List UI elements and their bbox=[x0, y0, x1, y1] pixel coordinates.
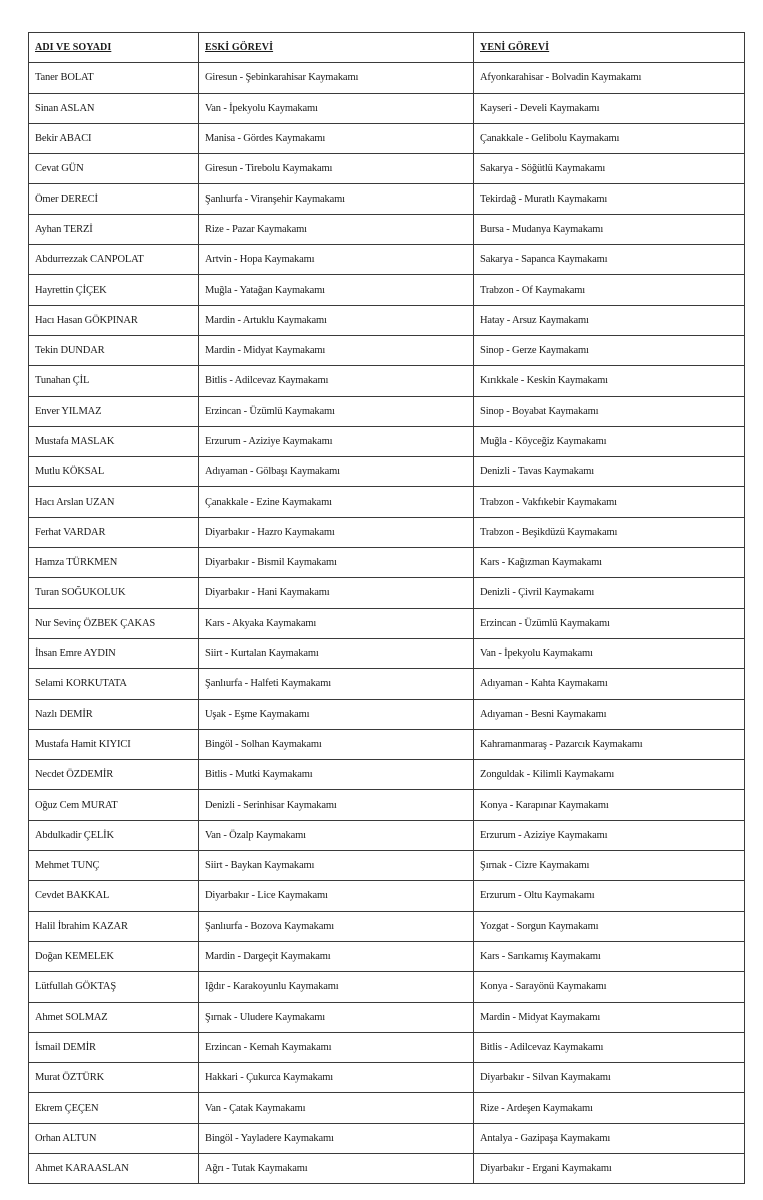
cell-new-position: Hatay - Arsuz Kaymakamı bbox=[474, 305, 745, 335]
cell-name: Oğuz Cem MURAT bbox=[29, 790, 199, 820]
cell-new-position: Zonguldak - Kilimli Kaymakamı bbox=[474, 760, 745, 790]
table-row bbox=[29, 760, 745, 790]
cell-new-position: Çanakkale - Gelibolu Kaymakamı bbox=[474, 123, 745, 153]
cell-old-position: Şanlıurfa - Viranşehir Kaymakamı bbox=[199, 184, 474, 214]
cell-name: Tekin DUNDAR bbox=[29, 335, 199, 365]
table-row bbox=[29, 941, 745, 971]
table-row bbox=[29, 305, 745, 335]
cell-new-position: Afyonkarahisar - Bolvadin Kaymakamı bbox=[474, 63, 745, 93]
cell-new-position: Adıyaman - Kahta Kaymakamı bbox=[474, 669, 745, 699]
header-new-position: YENİ GÖREVİ bbox=[474, 33, 745, 63]
cell-old-position: Şırnak - Uludere Kaymakamı bbox=[199, 1002, 474, 1032]
cell-old-position: Diyarbakır - Hazro Kaymakamı bbox=[199, 517, 474, 547]
cell-old-position: Van - Çatak Kaymakamı bbox=[199, 1093, 474, 1123]
table-row bbox=[29, 63, 745, 93]
cell-name: Doğan KEMELEK bbox=[29, 941, 199, 971]
cell-old-position: Iğdır - Karakoyunlu Kaymakamı bbox=[199, 972, 474, 1002]
cell-name: Ekrem ÇEÇEN bbox=[29, 1093, 199, 1123]
cell-old-position: Siirt - Kurtalan Kaymakamı bbox=[199, 638, 474, 668]
cell-new-position: Tekirdağ - Muratlı Kaymakamı bbox=[474, 184, 745, 214]
cell-old-position: Şanlıurfa - Bozova Kaymakamı bbox=[199, 911, 474, 941]
cell-name: Turan SOĞUKOLUK bbox=[29, 578, 199, 608]
table-row bbox=[29, 93, 745, 123]
cell-name: Taner BOLAT bbox=[29, 63, 199, 93]
cell-old-position: Denizli - Serinhisar Kaymakamı bbox=[199, 790, 474, 820]
cell-new-position: Rize - Ardeşen Kaymakamı bbox=[474, 1093, 745, 1123]
cell-name: Ahmet KARAASLAN bbox=[29, 1153, 199, 1183]
cell-new-position: Kars - Kağızman Kaymakamı bbox=[474, 548, 745, 578]
cell-name: Halil İbrahim KAZAR bbox=[29, 911, 199, 941]
table-row bbox=[29, 881, 745, 911]
table-row bbox=[29, 214, 745, 244]
cell-old-position: Hakkari - Çukurca Kaymakamı bbox=[199, 1063, 474, 1093]
cell-old-position: Uşak - Eşme Kaymakamı bbox=[199, 699, 474, 729]
table-row bbox=[29, 1032, 745, 1062]
table-row bbox=[29, 335, 745, 365]
table-row bbox=[29, 972, 745, 1002]
table-row bbox=[29, 851, 745, 881]
cell-name: Ferhat VARDAR bbox=[29, 517, 199, 547]
table-row bbox=[29, 669, 745, 699]
cell-name: Ayhan TERZİ bbox=[29, 214, 199, 244]
cell-new-position: Konya - Sarayönü Kaymakamı bbox=[474, 972, 745, 1002]
cell-old-position: Adıyaman - Gölbaşı Kaymakamı bbox=[199, 457, 474, 487]
table-row bbox=[29, 154, 745, 184]
cell-name: Nur Sevinç ÖZBEK ÇAKAS bbox=[29, 608, 199, 638]
cell-name: Hacı Arslan UZAN bbox=[29, 487, 199, 517]
cell-name: Ahmet SOLMAZ bbox=[29, 1002, 199, 1032]
table-row bbox=[29, 245, 745, 275]
cell-name: Hamza TÜRKMEN bbox=[29, 548, 199, 578]
table-row bbox=[29, 366, 745, 396]
cell-old-position: Mardin - Dargeçit Kaymakamı bbox=[199, 941, 474, 971]
cell-name: Lütfullah GÖKTAŞ bbox=[29, 972, 199, 1002]
cell-old-position: Bingöl - Solhan Kaymakamı bbox=[199, 729, 474, 759]
cell-old-position: Ağrı - Tutak Kaymakamı bbox=[199, 1153, 474, 1183]
cell-name: İsmail DEMİR bbox=[29, 1032, 199, 1062]
cell-old-position: Van - Özalp Kaymakamı bbox=[199, 820, 474, 850]
table-row bbox=[29, 608, 745, 638]
header-name: ADI VE SOYADI bbox=[29, 33, 199, 63]
cell-name: Mehmet TUNÇ bbox=[29, 851, 199, 881]
table-row bbox=[29, 911, 745, 941]
cell-old-position: Şanlıurfa - Halfeti Kaymakamı bbox=[199, 669, 474, 699]
cell-new-position: Kars - Sarıkamış Kaymakamı bbox=[474, 941, 745, 971]
cell-name: Mustafa Hamit KIYICI bbox=[29, 729, 199, 759]
cell-name: Enver YILMAZ bbox=[29, 396, 199, 426]
table-row bbox=[29, 1063, 745, 1093]
cell-new-position: Sakarya - Sapanca Kaymakamı bbox=[474, 245, 745, 275]
cell-new-position: Trabzon - Vakfıkebir Kaymakamı bbox=[474, 487, 745, 517]
cell-new-position: Antalya - Gazipaşa Kaymakamı bbox=[474, 1123, 745, 1153]
cell-old-position: Diyarbakır - Lice Kaymakamı bbox=[199, 881, 474, 911]
cell-new-position: Trabzon - Of Kaymakamı bbox=[474, 275, 745, 305]
cell-new-position: Sinop - Boyabat Kaymakamı bbox=[474, 396, 745, 426]
table-row bbox=[29, 396, 745, 426]
cell-new-position: Kayseri - Develi Kaymakamı bbox=[474, 93, 745, 123]
table-row bbox=[29, 1153, 745, 1183]
cell-old-position: Erzurum - Aziziye Kaymakamı bbox=[199, 426, 474, 456]
cell-name: Tunahan ÇİL bbox=[29, 366, 199, 396]
cell-name: Mutlu KÖKSAL bbox=[29, 457, 199, 487]
table-row bbox=[29, 1093, 745, 1123]
table-row bbox=[29, 820, 745, 850]
cell-old-position: Manisa - Gördes Kaymakamı bbox=[199, 123, 474, 153]
cell-old-position: Erzincan - Kemah Kaymakamı bbox=[199, 1032, 474, 1062]
cell-name: Hayrettin ÇİÇEK bbox=[29, 275, 199, 305]
cell-name: Orhan ALTUN bbox=[29, 1123, 199, 1153]
cell-old-position: Van - İpekyolu Kaymakamı bbox=[199, 93, 474, 123]
cell-new-position: Denizli - Çivril Kaymakamı bbox=[474, 578, 745, 608]
cell-new-position: Trabzon - Beşikdüzü Kaymakamı bbox=[474, 517, 745, 547]
appointments-table bbox=[28, 32, 745, 1184]
cell-old-position: Bitlis - Adilcevaz Kaymakamı bbox=[199, 366, 474, 396]
table-header-row bbox=[29, 33, 745, 63]
table-row bbox=[29, 1002, 745, 1032]
table-row bbox=[29, 1123, 745, 1153]
cell-name: Sinan ASLAN bbox=[29, 93, 199, 123]
cell-new-position: Erzincan - Üzümlü Kaymakamı bbox=[474, 608, 745, 638]
cell-new-position: Diyarbakır - Silvan Kaymakamı bbox=[474, 1063, 745, 1093]
table-row bbox=[29, 729, 745, 759]
cell-name: Abdulkadir ÇELİK bbox=[29, 820, 199, 850]
table-row bbox=[29, 638, 745, 668]
cell-old-position: Artvin - Hopa Kaymakamı bbox=[199, 245, 474, 275]
cell-old-position: Çanakkale - Ezine Kaymakamı bbox=[199, 487, 474, 517]
table-row bbox=[29, 426, 745, 456]
cell-new-position: Bursa - Mudanya Kaymakamı bbox=[474, 214, 745, 244]
cell-name: Murat ÖZTÜRK bbox=[29, 1063, 199, 1093]
cell-old-position: Giresun - Şebinkarahisar Kaymakamı bbox=[199, 63, 474, 93]
cell-old-position: Bitlis - Mutki Kaymakamı bbox=[199, 760, 474, 790]
cell-old-position: Giresun - Tirebolu Kaymakamı bbox=[199, 154, 474, 184]
cell-old-position: Muğla - Yatağan Kaymakamı bbox=[199, 275, 474, 305]
table-row bbox=[29, 548, 745, 578]
table-row bbox=[29, 578, 745, 608]
cell-old-position: Bingöl - Yayladere Kaymakamı bbox=[199, 1123, 474, 1153]
cell-old-position: Mardin - Midyat Kaymakamı bbox=[199, 335, 474, 365]
cell-new-position: Denizli - Tavas Kaymakamı bbox=[474, 457, 745, 487]
table-row bbox=[29, 517, 745, 547]
cell-name: Hacı Hasan GÖKPINAR bbox=[29, 305, 199, 335]
cell-new-position: Yozgat - Sorgun Kaymakamı bbox=[474, 911, 745, 941]
cell-new-position: Muğla - Köyceğiz Kaymakamı bbox=[474, 426, 745, 456]
cell-name: Bekir ABACI bbox=[29, 123, 199, 153]
cell-new-position: Van - İpekyolu Kaymakamı bbox=[474, 638, 745, 668]
cell-new-position: Şırnak - Cizre Kaymakamı bbox=[474, 851, 745, 881]
table-body bbox=[29, 63, 745, 1184]
cell-new-position: Konya - Karapınar Kaymakamı bbox=[474, 790, 745, 820]
table-row bbox=[29, 457, 745, 487]
cell-new-position: Mardin - Midyat Kaymakamı bbox=[474, 1002, 745, 1032]
cell-old-position: Erzincan - Üzümlü Kaymakamı bbox=[199, 396, 474, 426]
cell-name: Necdet ÖZDEMİR bbox=[29, 760, 199, 790]
cell-old-position: Mardin - Artuklu Kaymakamı bbox=[199, 305, 474, 335]
cell-name: Ömer DERECİ bbox=[29, 184, 199, 214]
cell-new-position: Sinop - Gerze Kaymakamı bbox=[474, 335, 745, 365]
table-row bbox=[29, 487, 745, 517]
cell-old-position: Siirt - Baykan Kaymakamı bbox=[199, 851, 474, 881]
header-old-position: ESKİ GÖREVİ bbox=[199, 33, 474, 63]
cell-new-position: Erzurum - Oltu Kaymakamı bbox=[474, 881, 745, 911]
cell-name: Cevat GÜN bbox=[29, 154, 199, 184]
table-row bbox=[29, 123, 745, 153]
table-row bbox=[29, 699, 745, 729]
cell-new-position: Bitlis - Adilcevaz Kaymakamı bbox=[474, 1032, 745, 1062]
table-row bbox=[29, 790, 745, 820]
cell-old-position: Diyarbakır - Bismil Kaymakamı bbox=[199, 548, 474, 578]
cell-new-position: Kahramanmaraş - Pazarcık Kaymakamı bbox=[474, 729, 745, 759]
cell-name: Cevdet BAKKAL bbox=[29, 881, 199, 911]
cell-name: Abdurrezzak CANPOLAT bbox=[29, 245, 199, 275]
cell-old-position: Diyarbakır - Hani Kaymakamı bbox=[199, 578, 474, 608]
cell-new-position: Erzurum - Aziziye Kaymakamı bbox=[474, 820, 745, 850]
table-row bbox=[29, 275, 745, 305]
cell-old-position: Rize - Pazar Kaymakamı bbox=[199, 214, 474, 244]
cell-name: Selami KORKUTATA bbox=[29, 669, 199, 699]
cell-name: İhsan Emre AYDIN bbox=[29, 638, 199, 668]
table-row bbox=[29, 184, 745, 214]
cell-new-position: Kırıkkale - Keskin Kaymakamı bbox=[474, 366, 745, 396]
cell-new-position: Adıyaman - Besni Kaymakamı bbox=[474, 699, 745, 729]
cell-new-position: Sakarya - Söğütlü Kaymakamı bbox=[474, 154, 745, 184]
cell-old-position: Kars - Akyaka Kaymakamı bbox=[199, 608, 474, 638]
cell-name: Nazlı DEMİR bbox=[29, 699, 199, 729]
cell-new-position: Diyarbakır - Ergani Kaymakamı bbox=[474, 1153, 745, 1183]
cell-name: Mustafa MASLAK bbox=[29, 426, 199, 456]
